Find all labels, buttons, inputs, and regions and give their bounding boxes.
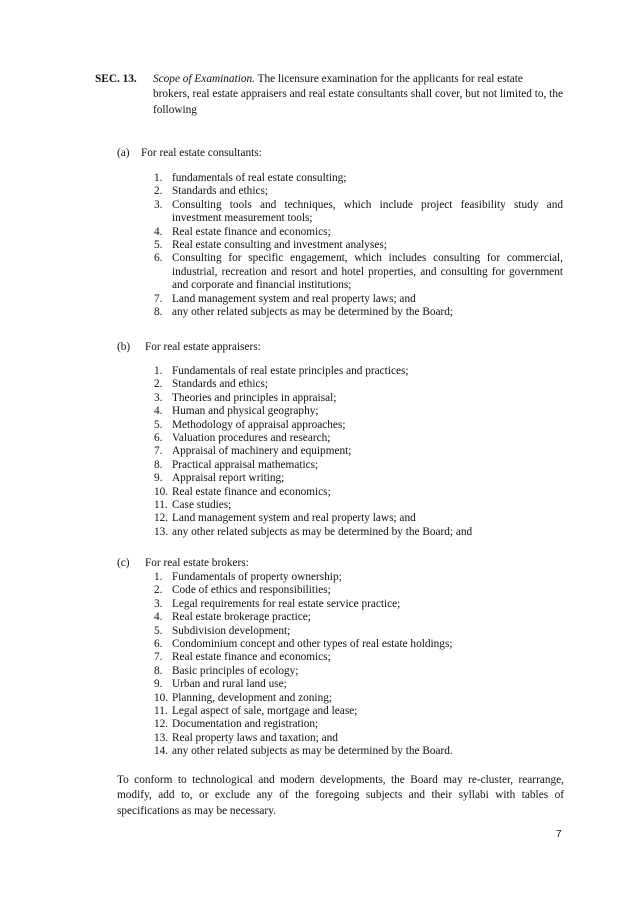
item-number: 10.: [154, 485, 169, 498]
group-a-label: [117, 146, 262, 161]
group-c-list: [154, 571, 563, 759]
item-number: 8.: [154, 664, 163, 677]
list-item: [154, 584, 563, 597]
item-text: Appraisal report writing;: [172, 472, 285, 485]
item-text: any other related subjects as may be determined by the Board.: [172, 745, 453, 758]
closing-paragraph: To conform to technological and modern developments, the Board may re-cluster, rearrange, modify, add to, or exclude any of the foregoing subjects and their syllabi with tables of specifications as may be necessary.: [117, 774, 564, 817]
item-text: fundamentals of real estate consulting;: [172, 172, 347, 184]
item-number: 7.: [154, 445, 163, 458]
item-number: 12.: [154, 512, 169, 525]
list-item: [154, 665, 563, 678]
item-text: Real estate brokerage practice;: [172, 611, 311, 624]
section-intro-line1: The licensure examination for the applicants for real estate: [254, 73, 523, 85]
list-item: [154, 611, 563, 624]
list-item: [154, 405, 563, 418]
item-text: Consulting tools and techniques, which include project feasibility study and investment measurement tools;: [172, 198, 563, 225]
item-text: Appraisal of machinery and equipment;: [172, 445, 352, 458]
item-text: Code of ethics and responsibilities;: [172, 584, 331, 597]
item-number: 2.: [154, 378, 163, 391]
item-number: 5.: [154, 239, 163, 252]
item-text: Legal aspect of sale, mortgage and lease;: [172, 705, 358, 718]
item-text: Land management system and real property laws; and: [172, 292, 416, 305]
item-number: 7.: [154, 651, 163, 664]
item-text: Real estate finance and economics;: [172, 485, 331, 498]
list-item: [154, 678, 563, 691]
list-item: [154, 526, 563, 539]
item-number: 3.: [154, 198, 163, 211]
list-item: [154, 306, 563, 319]
item-text: Legal requirements for real estate service practice;: [172, 597, 401, 610]
list-item: [154, 651, 563, 664]
item-text: Real property laws and taxation; and: [172, 731, 338, 744]
group-letter: (c): [117, 557, 130, 569]
item-text: Planning, development and zoning;: [172, 691, 333, 704]
list-item: [154, 732, 563, 745]
list-item: [154, 499, 563, 512]
item-number: 12.: [154, 718, 169, 731]
item-text: Real estate finance and economics;: [172, 651, 331, 664]
list-item: [154, 419, 563, 432]
item-text: Land management system and real property laws; and: [172, 512, 416, 525]
item-text: Consulting for specific engagement, which includes consulting for commercial, industrial, recreation and resort and hotel properties, and consulting for government and corporate and financial institutions;: [172, 252, 563, 292]
item-number: 5.: [154, 418, 163, 431]
item-number: 3.: [154, 391, 163, 404]
item-number: 2.: [154, 185, 163, 198]
group-letter: (a): [117, 147, 130, 159]
item-number: 8.: [154, 458, 163, 471]
group-letter: (b): [117, 341, 131, 353]
group-b-label: [117, 340, 261, 355]
section-paragraph: [95, 72, 563, 118]
list-item: [154, 598, 563, 611]
item-number: 5.: [154, 624, 163, 637]
item-text: Condominium concept and other types of real estate holdings;: [172, 638, 453, 651]
item-text: Fundamentals of real estate principles and practices;: [172, 365, 409, 377]
group-title: For real estate consultants:: [141, 147, 262, 159]
item-number: 13.: [154, 525, 169, 538]
item-text: Methodology of appraisal approaches;: [172, 418, 346, 431]
item-number: 6.: [154, 638, 163, 651]
item-number: 11.: [154, 499, 168, 512]
section-heading: SEC. 13.: [95, 73, 137, 85]
item-text: Valuation procedures and research;: [172, 432, 331, 445]
item-number: 14.: [154, 745, 169, 758]
group-c-label: [117, 556, 249, 571]
item-number: 10.: [154, 691, 169, 704]
section-intro-continuation: brokers, real estate appraisers and real estate consultants shall cover, but not limited to, the following: [153, 88, 563, 116]
list-item: [154, 199, 563, 226]
item-number: 2.: [154, 584, 163, 597]
list-item: [154, 185, 563, 198]
item-number: 9.: [154, 678, 163, 691]
item-number: 13.: [154, 731, 169, 744]
list-item: [154, 293, 563, 306]
list-item: [154, 718, 563, 731]
item-text: Real estate consulting and investment analyses;: [172, 239, 387, 252]
item-text: Fundamentals of property ownership;: [172, 571, 342, 583]
item-text: Subdivision development;: [172, 624, 291, 637]
item-number: 6.: [154, 252, 163, 265]
list-item: [154, 472, 563, 485]
item-text: Standards and ethics;: [172, 378, 269, 391]
item-number: 4.: [154, 611, 163, 624]
item-text: Human and physical geography;: [172, 405, 319, 418]
item-text: Theories and principles in appraisal;: [172, 391, 337, 404]
list-item: [154, 638, 563, 651]
item-number: 1.: [154, 365, 163, 377]
item-number: 4.: [154, 225, 163, 238]
item-number: 6.: [154, 432, 163, 445]
item-text: Basic principles of ecology;: [172, 664, 299, 677]
list-item: [154, 239, 563, 252]
group-a-list: [154, 172, 563, 319]
list-item: [154, 445, 563, 458]
item-number: 7.: [154, 292, 163, 305]
list-item: [154, 745, 563, 758]
list-item: [154, 172, 563, 185]
list-item: [154, 226, 563, 239]
group-b-list: [154, 365, 563, 539]
list-item: [154, 252, 563, 292]
item-text: Practical appraisal mathematics;: [172, 458, 319, 471]
item-text: any other related subjects as may be determined by the Board; and: [172, 525, 473, 538]
item-text: Standards and ethics;: [172, 185, 269, 198]
item-text: any other related subjects as may be determined by the Board;: [172, 306, 454, 319]
list-item: [154, 432, 563, 445]
item-number: 1.: [154, 571, 163, 583]
item-number: 11.: [154, 705, 168, 718]
list-item: [154, 705, 563, 718]
item-number: 9.: [154, 472, 163, 485]
list-item: [154, 365, 563, 378]
list-item: [154, 459, 563, 472]
group-title: For real estate appraisers:: [145, 341, 261, 353]
list-item: [154, 378, 563, 391]
section-title: Scope of Examination.: [153, 73, 255, 85]
item-number: 1.: [154, 172, 163, 184]
item-number: 3.: [154, 597, 163, 610]
list-item: [154, 571, 563, 584]
item-text: Case studies;: [172, 499, 232, 512]
item-text: Real estate finance and economics;: [172, 225, 331, 238]
list-item: [154, 486, 563, 499]
list-item: [154, 625, 563, 638]
item-text: Urban and rural land use;: [172, 678, 287, 691]
page-number: 7: [556, 829, 562, 840]
group-title: For real estate brokers:: [145, 557, 249, 569]
item-number: 8.: [154, 306, 163, 319]
list-item: [154, 392, 563, 405]
list-item: [154, 692, 563, 705]
item-text: Documentation and registration;: [172, 718, 319, 731]
item-number: 4.: [154, 405, 163, 418]
list-item: [154, 512, 563, 525]
